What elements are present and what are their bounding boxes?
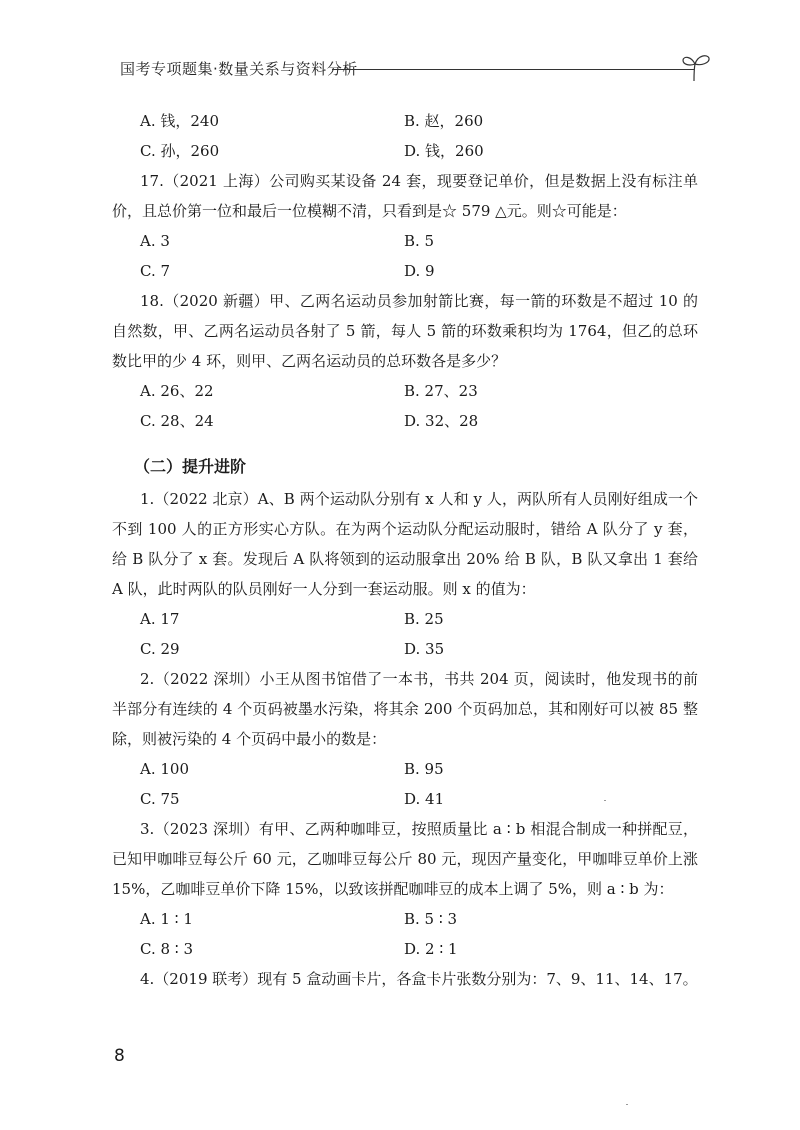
answer-option: D. 2 ∶ 1 (404, 940, 458, 958)
option-row (112, 136, 698, 166)
header-rule (332, 69, 694, 70)
option-row (112, 106, 698, 136)
question-text: 2.（2022 深圳）小王从图书馆借了一本书，书共 204 页，阅读时，他发现书的前半部分有连续的 4 个页码被墨水污染，将其余 200 个页码加总，其和刚好可以被 85 整除，则被污染的 4 个页码中最小的数是： (112, 670, 698, 748)
question-text: 3.（2023 深圳）有甲、乙两种咖啡豆，按照质量比 a ∶ b 相混合制成一种拼配豆，已知甲咖啡豆每公斤 60 元，乙咖啡豆每公斤 80 元，现因产量变化，甲咖啡豆单价上涨 15%，乙咖啡豆单价下降 15%，以致该拼配咖啡豆的成本上调了 5%，则 a ∶ b 为： (112, 820, 698, 898)
answer-option: B. 25 (404, 610, 444, 628)
answer-option: B. 95 (404, 760, 444, 778)
answer-option: C. 75 (140, 790, 180, 808)
answer-option: B. 5 ∶ 3 (404, 910, 458, 928)
option-row (112, 784, 698, 814)
option-row (112, 226, 698, 256)
page-number: 8 (114, 1046, 125, 1066)
answer-option: C. 7 (140, 262, 171, 280)
answer-option: B. 27、23 (404, 382, 478, 400)
option-row (112, 634, 698, 664)
option-row (112, 256, 698, 286)
answer-option: C. 8 ∶ 3 (140, 940, 194, 958)
scan-speck (626, 1104, 628, 1105)
page-header (120, 52, 710, 86)
option-row (112, 754, 698, 784)
answer-option: A. 1 ∶ 1 (140, 910, 193, 928)
answer-option: A. 3 (140, 232, 170, 250)
answer-option: C. 29 (140, 640, 180, 658)
option-row (112, 604, 698, 634)
answer-option: A. 26、22 (140, 382, 214, 400)
answer-option: A. 钱，240 (140, 112, 219, 130)
question-text: 1.（2022 北京）A、B 两个运动队分别有 x 人和 y 人，两队所有人员刚好组成一个不到 100 人的正方形实心方队。在为两个运动队分配运动服时，错给 A 队分了 y 套，给 B 队分了 x 套。发现后 A 队将领到的运动服拿出 20% 给 B 队，B 队又拿出 1 套给 A 队，此时两队的队员刚好一人分到一套运动服。则 x 的值为： (112, 490, 698, 598)
option-row (112, 934, 698, 964)
question-text: 17.（2021 上海）公司购买某设备 24 套，现要登记单价，但是数据上没有标注单价，且总价第一位和最后一位模糊不清，只看到是☆ 579 △元。则☆可能是： (112, 172, 698, 220)
option-row (112, 406, 698, 436)
scan-speck (604, 800, 606, 801)
answer-option: D. 钱，260 (404, 142, 484, 160)
answer-option: C. 孙，260 (140, 142, 220, 160)
option-row (112, 904, 698, 934)
answer-option: D. 35 (404, 640, 445, 658)
answer-option: D. 41 (404, 790, 445, 808)
answer-option: A. 17 (140, 610, 180, 628)
header-title: 国考专项题集·数量关系与资料分析 (120, 60, 358, 78)
question-text: 4.（2019 联考）现有 5 盒动画卡片，各盒卡片张数分别为：7、9、11、14、17。 (140, 970, 698, 988)
answer-option: D. 32、28 (404, 412, 479, 430)
sprout-icon (680, 52, 714, 82)
page-content (112, 106, 698, 994)
answer-option: B. 5 (404, 232, 435, 250)
question-text: 18.（2020 新疆）甲、乙两名运动员参加射箭比赛，每一箭的环数是不超过 10 的自然数，甲、乙两名运动员各射了 5 箭，每人 5 箭的环数乘积均为 1764，但乙的总环数比甲的少 4 环，则甲、乙两名运动员的总环数各是多少？ (112, 292, 698, 370)
section-heading: （二）提升进阶 (134, 457, 247, 476)
answer-option: D. 9 (404, 262, 435, 280)
answer-option: B. 赵，260 (404, 112, 484, 130)
option-row (112, 376, 698, 406)
answer-option: A. 100 (140, 760, 189, 778)
answer-option: C. 28、24 (140, 412, 214, 430)
